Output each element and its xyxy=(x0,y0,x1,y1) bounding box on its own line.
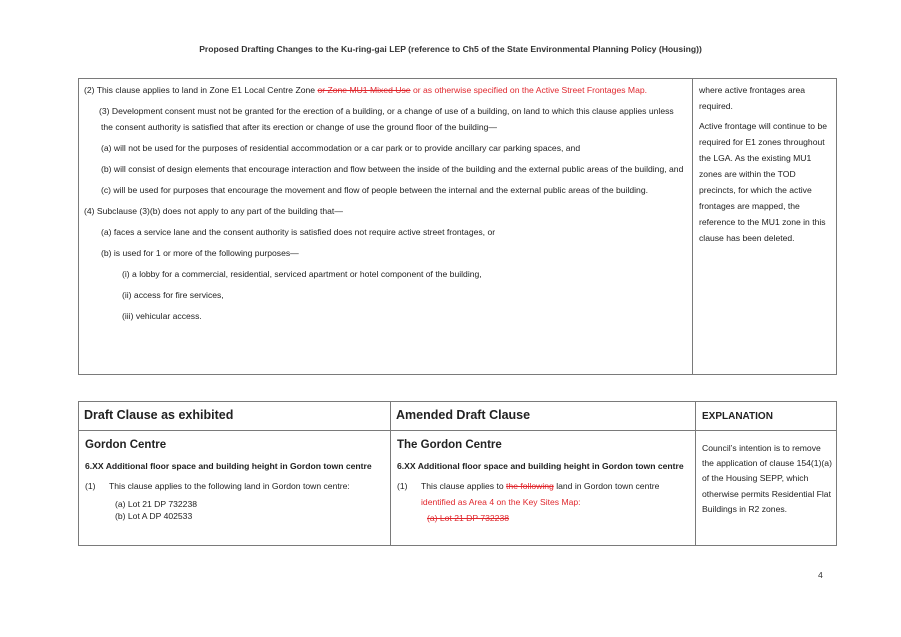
header-amended-clause: Amended Draft Clause xyxy=(391,402,696,430)
amended-subclause-1 xyxy=(397,478,690,510)
explanation-note-2: Active frontage will continue to be required for E1 zones throughout the LGA. As the existing MU1 zones are within the TOD precincts, for which the active frontages are mapped, the reference to the MU1 zone in this clause has been deleted. xyxy=(699,121,828,243)
subclause-4b-iii: (iii) vehicular access. xyxy=(122,311,202,321)
page-header: Proposed Drafting Changes to the Ku-ring-gai LEP (reference to Ch5 of the State Environmental Planning Policy (Housing)) xyxy=(199,44,702,54)
subclause-text: This clause applies to the following land in Gordon town centre: xyxy=(109,481,350,491)
clause-table xyxy=(78,78,837,375)
subclause-2-text: (2) This clause applies to land in Zone E1 Local Centre Zone xyxy=(84,85,318,95)
deleted-text: or Zone MU1 Mixed Use xyxy=(317,85,411,95)
inserted-text: identified as Area 4 on the Key Sites Map: xyxy=(421,497,581,507)
table-header-row xyxy=(79,402,836,431)
subclause-number: (1) xyxy=(397,481,408,491)
explanation-cell: Council’s intention is to remove the application of clause 154(1)(a) of the Housing SEPP, which otherwise permits Residential Flat Buildings in R2 zones. xyxy=(702,443,832,514)
subclause-4b-i: (i) a lobby for a commercial, residential, serviced apartment or hotel component of the building, xyxy=(122,269,482,279)
subclause-4a: (a) faces a service lane and the consent authority is satisfied does not require active street frontages, or xyxy=(101,227,496,237)
subclause-3a: (a) will not be used for the purposes of residential accommodation or a car park or to provide ancillary car parking spaces, and xyxy=(101,143,581,153)
lot-a: (a) Lot 21 DP 732238 xyxy=(115,499,198,509)
exhibited-title: Gordon Centre xyxy=(85,439,167,451)
deleted-lot-a: (a) Lot 21 DP 732238 xyxy=(427,513,510,523)
text-prefix: This clause applies to xyxy=(421,481,507,491)
subclause-4b: (b) is used for 1 or more of the following purposes— xyxy=(101,248,299,258)
text-mid: land in Gordon town centre xyxy=(553,481,660,491)
comparison-table xyxy=(78,401,837,546)
table-row xyxy=(79,431,836,545)
page-number: 4 xyxy=(818,570,823,580)
amended-subtitle: 6.XX Additional floor space and building height in Gordon town centre xyxy=(397,461,684,471)
header-explanation: EXPLANATION xyxy=(702,411,773,422)
exhibited-subclause-1 xyxy=(85,478,385,494)
header-draft-clause: Draft Clause as exhibited xyxy=(79,402,391,430)
exhibited-subtitle: 6.XX Additional floor space and building height in Gordon town centre xyxy=(85,461,372,471)
explanation-column xyxy=(693,79,836,374)
amended-clause-cell xyxy=(391,431,696,545)
inserted-text: or as otherwise specified on the Active Street Frontages Map. xyxy=(410,85,648,95)
subclause-4: (4) Subclause (3)(b) does not apply to any part of the building that— xyxy=(84,206,343,216)
clause-text-column xyxy=(79,79,693,374)
deleted-text: the following xyxy=(506,481,554,491)
exhibited-clause-cell xyxy=(79,431,391,545)
subclause-3b: (b) will consist of design elements that encourage interaction and flow between the inside of the building and the external public areas of the building, and xyxy=(101,164,684,174)
subclause-number: (1) xyxy=(85,481,96,491)
subclause-3: (3) Development consent must not be granted for the erection of a building, or a change of use of a building, on land to which this clause applies unless the consent authority is satisfied that after its erection or change of use the ground floor of the building— xyxy=(99,106,674,132)
subclause-4b-ii: (ii) access for fire services, xyxy=(122,290,224,300)
subclause-2 xyxy=(84,82,688,98)
subclause-3c: (c) will be used for purposes that encourage the movement and flow of people between the internal and the external public areas of the building. xyxy=(101,185,648,195)
subclause-text xyxy=(421,478,690,510)
lot-b: (b) Lot A DP 402533 xyxy=(115,511,193,521)
explanation-note-1: where active frontages area required. xyxy=(699,85,806,111)
amended-title: The Gordon Centre xyxy=(397,439,502,451)
